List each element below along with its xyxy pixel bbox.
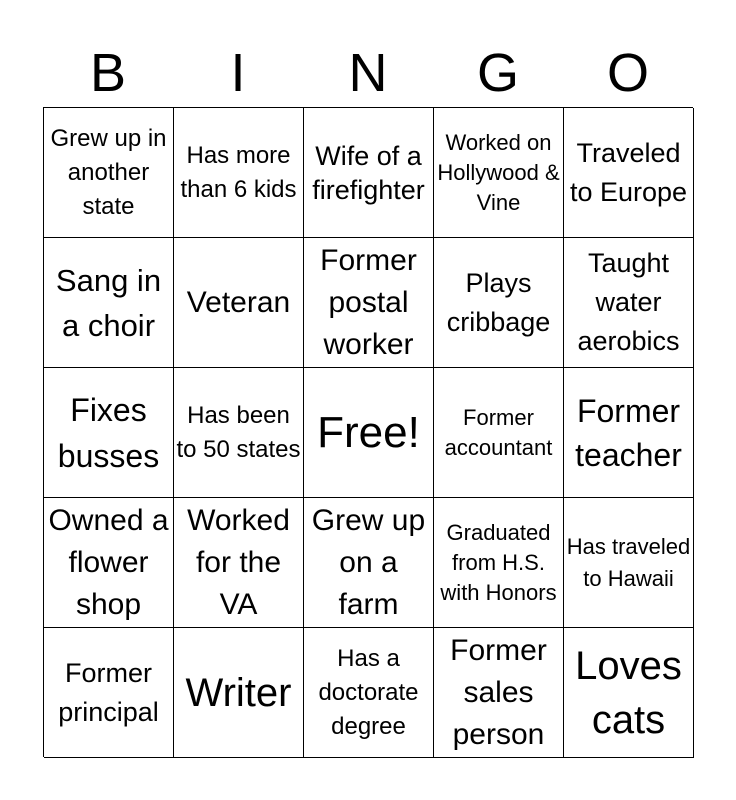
cell-text: Sang in a choir: [55, 262, 162, 343]
cell-text: Former teacher: [575, 392, 682, 473]
bingo-cell[interactable]: [304, 238, 434, 368]
bingo-cell[interactable]: [434, 238, 564, 368]
cell-text: Traveled to Europe: [569, 137, 688, 207]
bingo-cell[interactable]: [564, 108, 694, 238]
bingo-cell[interactable]: [174, 238, 304, 368]
bingo-cell[interactable]: [44, 238, 174, 368]
cell-text: Grew up on a farm: [311, 503, 426, 621]
bingo-cell[interactable]: [174, 628, 304, 758]
header-letter-g: G: [476, 43, 519, 103]
bingo-cell[interactable]: [44, 628, 174, 758]
bingo-cell[interactable]: [434, 108, 564, 238]
cell-text: Has more than 6 kids: [180, 141, 297, 203]
bingo-cell[interactable]: [434, 628, 564, 758]
bingo-cell[interactable]: [304, 108, 434, 238]
bingo-cell[interactable]: [44, 498, 174, 628]
cell-text: Loves cats: [575, 643, 682, 742]
cell-text: Former accountant: [444, 404, 553, 460]
cell-text: Has a doctorate degree: [318, 644, 419, 740]
cell-text: Has been to 50 states: [176, 401, 301, 463]
header-letter-n: N: [348, 43, 388, 103]
bingo-cell[interactable]: [174, 108, 304, 238]
bingo-cell[interactable]: [304, 628, 434, 758]
bingo-cell[interactable]: [304, 498, 434, 628]
cell-text: Former postal worker: [320, 243, 417, 361]
cell-text: Worked for the VA: [187, 503, 290, 621]
cell-text: Wife of a firefighter: [312, 140, 425, 205]
cell-text: Former principal: [58, 657, 159, 727]
cell-text: Has traveled to Hawaii: [566, 533, 691, 591]
header-letter-o: O: [606, 43, 649, 103]
bingo-board: [43, 107, 693, 757]
cell-text: Writer: [185, 670, 292, 715]
header-letter-b: B: [89, 43, 127, 103]
cell-text: Graduated from H.S. with Honors: [440, 519, 557, 605]
cell-text: Veteran: [186, 285, 291, 319]
bingo-cell[interactable]: [564, 498, 694, 628]
bingo-cell[interactable]: [564, 628, 694, 758]
bingo-header: [43, 40, 693, 106]
bingo-cell[interactable]: [564, 238, 694, 368]
cell-text: Grew up in another state: [50, 124, 167, 220]
bingo-cell[interactable]: [564, 368, 694, 498]
bingo-cell[interactable]: [174, 368, 304, 498]
cell-text: Former sales person: [450, 633, 547, 751]
cell-text: Owned a flower shop: [48, 503, 169, 621]
bingo-cell[interactable]: [44, 108, 174, 238]
header-letter-i: I: [230, 43, 246, 103]
bingo-cell[interactable]: [44, 368, 174, 498]
cell-text: Worked on Hollywood & Vine: [437, 129, 560, 215]
bingo-cell[interactable]: [434, 368, 564, 498]
bingo-cell[interactable]: [304, 368, 434, 498]
bingo-cell[interactable]: [174, 498, 304, 628]
cell-text: Fixes busses: [57, 391, 160, 474]
bingo-cell[interactable]: [434, 498, 564, 628]
cell-text: Taught water aerobics: [577, 248, 680, 356]
cell-text: Plays cribbage: [446, 267, 551, 337]
cell-text: Free!: [317, 407, 420, 457]
